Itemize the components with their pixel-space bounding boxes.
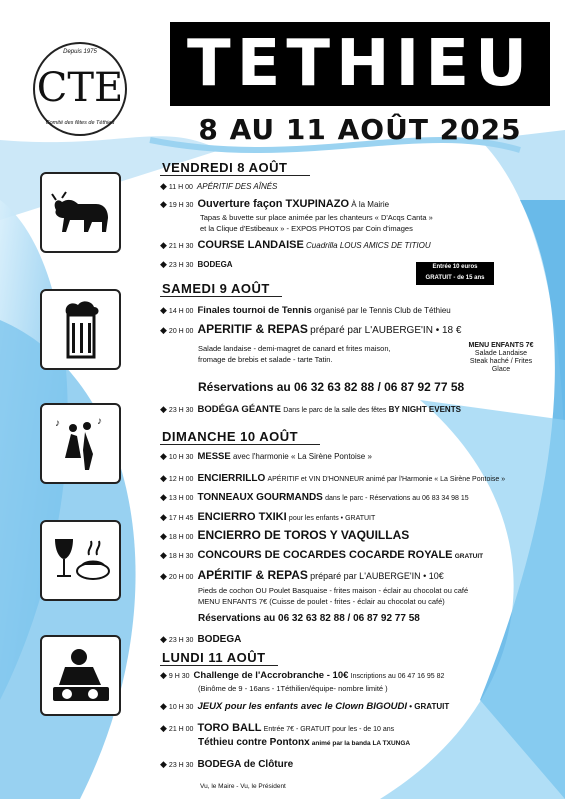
committee-logo	[33, 42, 127, 136]
event-row: ◆ 10 H 30 JEUX pour les enfants avec le Clown BIGOUDI • GRATUIT	[160, 701, 450, 712]
event-row: ◆ 23 H 30 BODEGA	[160, 634, 242, 645]
event-row: ◆ 11 H 00 APÉRITIF DES AÎNÉS	[160, 181, 278, 191]
event-detail: MENU ENFANTS 7€ (Cuisse de poulet - frites - éclair au chocolat ou café)	[198, 597, 445, 606]
day-heading: VENDREDI 8 AOÛT	[162, 160, 288, 175]
event-detail: et la Clique d'Estibeaux » - EXPOS PHOTOS par Coin d'images	[200, 224, 413, 233]
bull-icon	[40, 172, 121, 253]
event-detail: Tapas & buvette sur place animée par les chanteurs « D'Acqs Canta »	[200, 213, 433, 222]
event-detail: Pieds de cochon OU Poulet Basquaise - frites maison - éclair au chocolat ou café	[198, 586, 469, 595]
svg-text:♪: ♪	[54, 417, 60, 429]
day-underline	[160, 175, 310, 176]
event-row: ◆ 23 H 30 BODEGA	[160, 259, 233, 269]
event-row: ◆ 14 H 00 Finales tournoi de Tennis organisé par le Tennis Club de Téthieu	[160, 305, 451, 316]
logo-arc-text: Comité des fêtes de Téthieu	[45, 120, 115, 126]
footer-approval: Vu, le Maire - Vu, le Président	[200, 783, 286, 790]
day-underline	[160, 296, 282, 297]
kids-menu: MENU ENFANTS 7€ Salade Landaise Steak haché / Frites Glace	[468, 342, 534, 373]
event-detail: Téthieu contre Pontonx animé par la banda LA TXUNGA	[198, 737, 411, 748]
day-heading: DIMANCHE 10 AOÛT	[162, 429, 299, 444]
logo-since: Depuis 1975	[63, 49, 97, 55]
event-detail: (Binôme de 9 - 16ans - 1Téthilien/équipe- nombre limité )	[198, 684, 388, 693]
event-row: ◆ 23 H 30 BODÉGA GÉANTE Dans le parc de la salle des fêtes BY NIGHT EVENTS	[160, 404, 461, 415]
title-banner: TETHIEU	[170, 22, 550, 106]
event-dates: 8 AU 11 AOÛT 2025	[198, 113, 522, 146]
event-detail: Salade landaise - demi-magret de canard et frites maison,	[198, 344, 391, 353]
beer-icon	[40, 289, 121, 370]
day-heading: LUNDI 11 AOÛT	[162, 650, 266, 665]
event-row: ◆ 17 H 45 ENCIERRO TXIKI pour les enfants • GRATUIT	[160, 511, 376, 523]
event-row: ◆ 10 H 30 MESSE avec l'harmonie « La Sirène Pontoise »	[160, 451, 372, 462]
day-underline	[160, 444, 320, 445]
event-row: ◆ 18 H 30 CONCOURS DE COCARDES COCARDE ROYALE GRATUIT	[160, 549, 484, 561]
event-row: ◆ 12 H 00 ENCIERRILLO APÉRITIF et VIN D'HONNEUR animé par l'Harmonie « La Sirène Pontoise »	[160, 473, 506, 484]
event-row: ◆ 13 H 00 TONNEAUX GOURMANDS dans le parc - Réservations au 06 83 34 98 15	[160, 492, 469, 503]
reservation-phone: Réservations au 06 32 63 82 88 / 06 87 92 77 58	[198, 613, 420, 624]
event-row: ◆ 21 H 00 TORO BALL Entrée 7€ - GRATUIT pour les - de 10 ans	[160, 722, 395, 734]
logo-mark: CTE	[36, 65, 124, 111]
event-row: ◆ 19 H 30 Ouverture façon TXUPINAZO À la Mairie	[160, 198, 390, 210]
reservation-phone: Réservations au 06 32 63 82 88 / 06 87 92 77 58	[198, 380, 465, 394]
svg-text:♪: ♪	[96, 415, 102, 427]
day-underline	[160, 665, 278, 666]
event-row: ◆ 21 H 30 COURSE LANDAISE Cuadrilla LOUS AMICS DE TITIOU	[160, 239, 431, 251]
wine-food-icon	[40, 520, 121, 601]
entry-badge: Entrée 10 euros GRATUIT - de 15 ans	[416, 262, 494, 285]
event-row: ◆ 23 H 30 BODEGA de Clôture	[160, 759, 294, 770]
event-row: ◆ 18 H 00 ENCIERRO DE TOROS Y VAQUILLAS	[160, 528, 410, 542]
dj-icon	[40, 635, 121, 716]
event-row: ◆ 20 H 00 APÉRITIF & REPAS préparé par L'AUBERGE'IN • 10€	[160, 568, 444, 582]
event-row: ◆ 20 H 00 APERITIF & REPAS préparé par L'AUBERGE'IN • 18 €	[160, 322, 462, 336]
day-heading: SAMEDI 9 AOÛT	[162, 281, 270, 296]
event-detail: fromage de brebis et salade - tarte Tatin.	[198, 355, 333, 364]
dancers-icon	[40, 403, 121, 484]
event-row: ◆ 9 H 30 Challenge de l'Accrobranche - 10€ Inscriptions au 06 47 16 95 82	[160, 670, 445, 681]
